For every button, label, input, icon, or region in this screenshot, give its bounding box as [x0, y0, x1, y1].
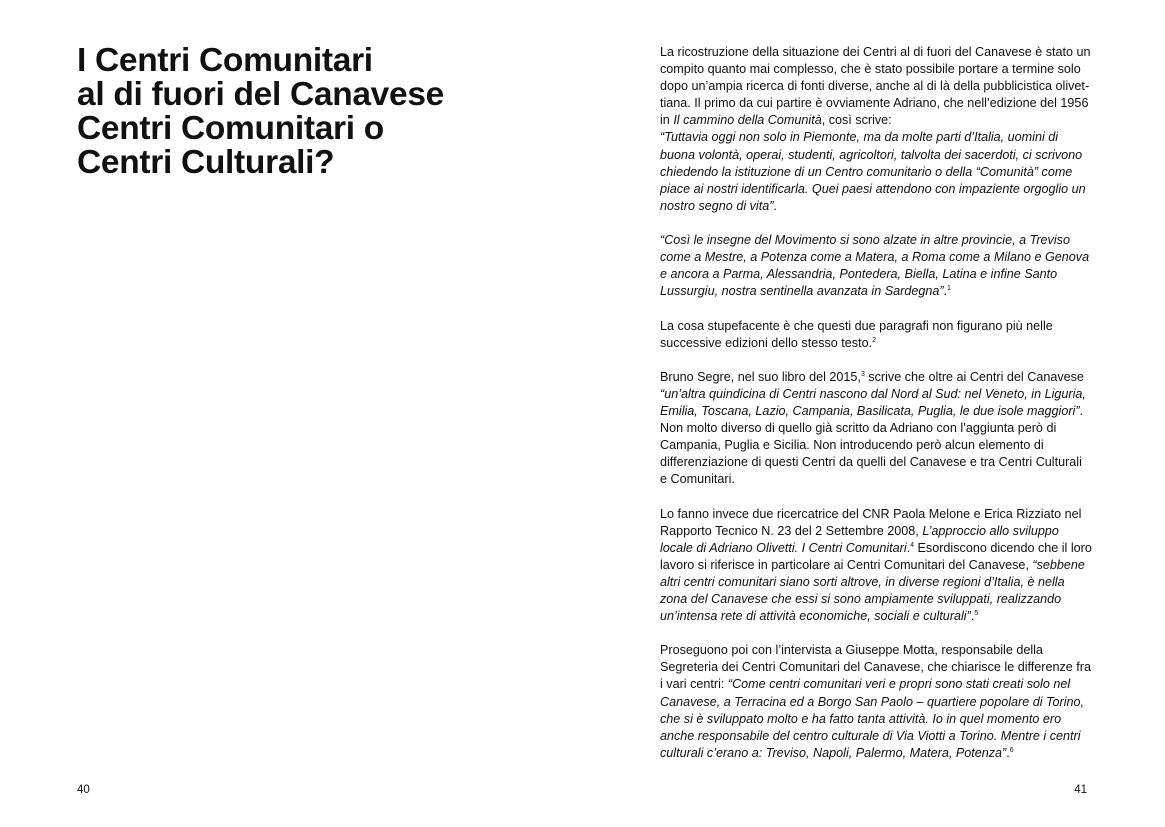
chapter-title-line-2: al di fuori del Canavese: [77, 76, 445, 113]
footnote-ref-1: 1: [947, 285, 951, 293]
quote-5: “Come centri comunitari veri e propri sono stati creati solo nel Canavese, a Terracina ed a Borgo San Paolo – quartiere popolare di Torino, che si è sviluppato molto e ha fatto tanta attività. Io in quel momento ero anche responsabile del centro culturale di Via Viotti a Torino. Mentre i centri culturali c’erano a: Treviso, Napoli, Palermo, Matera, Potenza”: [660, 677, 1085, 760]
paragraph-6-end: .: [1006, 745, 1010, 760]
paragraph-6: [660, 642, 1092, 762]
chapter-title: [77, 44, 444, 180]
paragraph-1-text: La ricostruzione della situazione dei Centri al di fuori del Canavese è stato un compito quanto mai complesso, che è stato possibile portare a termine solo dopo un’ampia ricerca di fonti diverse, anche al di là della pubblicistica olivettiana. Il primo da cui partire è ovviamente Adriano, che nell’edizione del 1956 in: [660, 45, 1091, 128]
body-text: [660, 44, 1092, 762]
paragraph-2-end: .: [943, 284, 948, 299]
paragraph-4-text: Bruno Segre, nel suo libro del 2015,: [660, 369, 861, 384]
footnote-ref-6: 6: [1009, 746, 1014, 754]
paragraph-5-punct: .: [906, 540, 911, 555]
paragraph-5-text: Lo fanno invece due ricercatrice del CNR Paola Melone e Erica Rizziato nel Rapporto Tecnico N. 23 del 2 Settembre 2008,: [660, 506, 1082, 538]
quote-4: “sebbene altri centri comunitari siano sorti altrove, in diverse regioni d’Italia, è nella zona del Canavese che essi si sono ampiamente sviluppati, realizzando un’intensa rete di attività economiche, sociali e culturali”: [660, 557, 1085, 624]
quote-1: “Tuttavia oggi non solo in Piemonte, ma da molte parti d’Italia, uomini di buona volontà, operai, studenti, agricoltori, talvolta dei sacerdoti, ci scrivono chiedendo la istituzione di un Centro comunitario o della “Comunità” come piace ai nostri identificarla. Quei paesi attendono con impaziente orgoglio un nostro segno di vita”: [660, 130, 1086, 213]
footnote-ref-4: 4: [910, 541, 915, 549]
quote-3: “un’altra quindicina di Centri nascono dal Nord al Sud: nel Veneto, in Liguria, Emilia, Toscana, Lazio, Campania, Basilicata, Puglia, le due isole maggiori”: [660, 386, 1086, 418]
paragraph-4: [660, 369, 1092, 489]
paragraph-4-text-end: . Non molto diverso di quello già scritto da Adriano con l’aggiunta però di Campania, Puglia e Sicilia. Non introducendo però alcun elemento di differenziazione di questi Centri da quelli del Canavese e tra Centri Culturali e Comunitari.: [660, 403, 1084, 487]
paragraph-2: [660, 232, 1092, 300]
quote-2: “Così le insegne del Movimento si sono alzate in altre provincie, a Treviso come a Mestre, a Potenza come a Matera, a Roma come a Milano e Genova e ancora a Parma, Alessandria, Pontedera, Biella, Latina e infine Santo Lussurgiu, nostra sentinella avanzata in Sardegna”: [660, 233, 1090, 299]
left-page: [0, 0, 582, 827]
chapter-title-line-3: Centri Comunitari o: [77, 110, 384, 147]
chapter-title-line-1: I Centri Comunitari: [77, 42, 373, 79]
page-number-left: 40: [77, 784, 90, 796]
paragraph-6-text: Proseguono poi con l’intervista a Giuseppe Motta, responsabile della Segreteria dei Centri Comunitari del Canavese, che chiarisce le differenze fra i vari centri:: [660, 643, 1091, 692]
paragraph-5-end: .: [970, 609, 975, 624]
paragraph-5-text-cont: Esordiscono dicendo che il loro lavoro si riferisce in particolare ai Centri Comunitari del Canavese,: [660, 540, 1092, 572]
right-page: [582, 0, 1165, 827]
chapter-title-line-4: Centri Culturali?: [77, 144, 335, 181]
paragraph-5: [660, 506, 1092, 626]
report-title: L’approccio allo sviluppo locale di Adriano Olivetti. I Centri Comunitari: [660, 523, 1059, 555]
book-title: Il cammino della Comunità: [673, 113, 822, 128]
paragraph-1-text-cont: , così scrive:: [821, 113, 892, 128]
paragraph-4-text-cont: scrive che oltre ai Centri del Canavese: [864, 369, 1084, 384]
paragraph-1-end: .: [773, 198, 777, 213]
paragraph-1: [660, 44, 1092, 215]
footnote-ref-3: 3: [860, 370, 865, 378]
footnote-ref-5: 5: [974, 610, 979, 618]
footnote-ref-2: 2: [872, 336, 877, 344]
paragraph-3-text: La cosa stupefacente è che questi due paragrafi non figurano più nelle successive edizioni dello stesso testo.: [660, 318, 1053, 350]
paragraph-3: [660, 318, 1092, 352]
page-number-right: 41: [1074, 784, 1087, 796]
